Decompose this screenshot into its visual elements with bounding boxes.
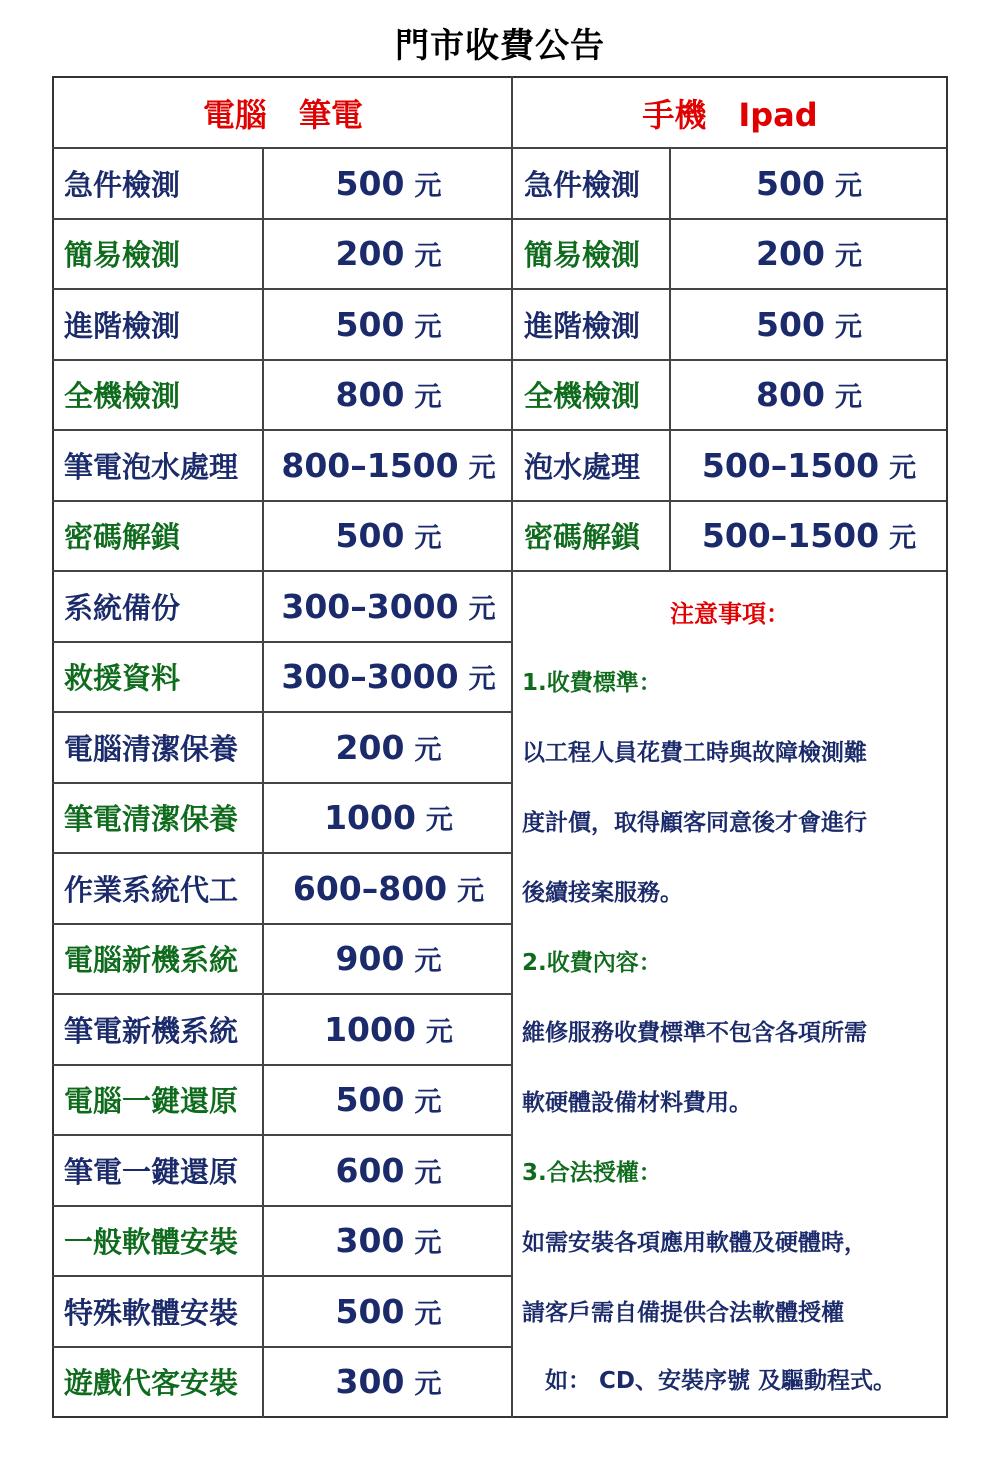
price-unit: 元 bbox=[425, 1016, 453, 1048]
pc-item-label: 一般軟體安裝 bbox=[64, 1225, 239, 1260]
price-unit: 元 bbox=[414, 311, 442, 343]
price-amount: 800–1500 bbox=[281, 445, 459, 485]
price-amount: 600 bbox=[335, 1150, 405, 1190]
row-divider bbox=[512, 359, 946, 361]
pc-item-label: 特殊軟體安裝 bbox=[64, 1295, 239, 1330]
price-unit: 元 bbox=[834, 382, 862, 414]
phone-header: 手機 Ipad bbox=[642, 96, 818, 134]
price-amount: 500 bbox=[756, 304, 825, 344]
price-unit: 元 bbox=[414, 382, 442, 414]
price-amount: 500 bbox=[335, 163, 405, 203]
pc-item-price bbox=[265, 1065, 512, 1136]
price-unit: 元 bbox=[414, 241, 442, 273]
row-divider bbox=[512, 500, 946, 502]
row-divider bbox=[52, 288, 512, 290]
price-amount: 1000 bbox=[324, 1009, 416, 1049]
pc-item-price bbox=[265, 1347, 512, 1418]
pc-item-price bbox=[265, 571, 512, 642]
row-divider bbox=[512, 570, 946, 572]
price-unit: 元 bbox=[889, 452, 917, 484]
price-amount: 500 bbox=[335, 1080, 405, 1120]
row-divider bbox=[52, 359, 512, 361]
pc-item-price bbox=[265, 1135, 512, 1206]
row-divider bbox=[52, 570, 512, 572]
price-unit: 元 bbox=[414, 946, 442, 978]
price-amount: 500 bbox=[335, 304, 405, 344]
notes-line: 軟硬體設備材料費用。 bbox=[522, 1090, 752, 1116]
phone-item-price bbox=[672, 501, 946, 572]
row-divider bbox=[52, 782, 512, 784]
pc-item-price bbox=[265, 994, 512, 1065]
notes-line: 後續接案服務。 bbox=[522, 880, 683, 906]
price-amount: 800 bbox=[335, 375, 405, 415]
pc-item-label: 系統備份 bbox=[64, 590, 181, 625]
pc-item-label: 遊戲代客安裝 bbox=[64, 1366, 239, 1401]
row-divider bbox=[52, 1205, 512, 1207]
row-divider bbox=[52, 1064, 512, 1066]
phone-item-label: 急件檢測 bbox=[524, 167, 641, 202]
pc-item-price bbox=[265, 783, 512, 854]
pc-item-price bbox=[265, 1276, 512, 1347]
phone-item-price bbox=[672, 148, 946, 219]
price-amount: 500 bbox=[756, 163, 825, 203]
price-unit: 元 bbox=[468, 664, 496, 696]
pc-item-price bbox=[265, 148, 512, 219]
price-unit: 元 bbox=[834, 311, 862, 343]
price-amount: 200 bbox=[756, 234, 825, 274]
pc-item-label: 作業系統代工 bbox=[64, 872, 239, 907]
row-divider bbox=[52, 923, 512, 925]
price-unit: 元 bbox=[468, 593, 496, 625]
pc-item-label: 電腦新機系統 bbox=[64, 943, 239, 978]
pc-item-label: 筆電泡水處理 bbox=[64, 449, 239, 484]
price-amount: 900 bbox=[335, 939, 405, 979]
phone-item-price bbox=[672, 219, 946, 290]
pc-item-price bbox=[265, 853, 512, 924]
pc-item-price bbox=[265, 712, 512, 783]
row-divider bbox=[512, 147, 946, 149]
row-divider bbox=[52, 1346, 512, 1348]
price-unit: 元 bbox=[834, 170, 862, 202]
price-unit: 元 bbox=[414, 523, 442, 555]
phone-item-price bbox=[672, 289, 946, 360]
notes-line: 度計價，取得顧客同意後才會進行 bbox=[522, 810, 867, 836]
price-amount: 300 bbox=[335, 1221, 405, 1261]
price-unit: 元 bbox=[414, 1228, 442, 1260]
pc-item-price bbox=[265, 642, 512, 713]
row-divider bbox=[512, 429, 946, 431]
price-amount: 600–800 bbox=[292, 868, 448, 908]
phone-item-price bbox=[672, 360, 946, 431]
notes-line: 以工程人員花費工時與故障檢測難 bbox=[522, 740, 867, 766]
pc-item-price bbox=[265, 1206, 512, 1277]
row-divider bbox=[52, 147, 512, 149]
page-title: 門市收費公告 bbox=[395, 26, 605, 66]
pc-item-price bbox=[265, 924, 512, 995]
pc-item-label: 密碼解鎖 bbox=[64, 520, 181, 555]
notes-line: 2.收費內容： bbox=[522, 950, 662, 976]
price-amount: 1000 bbox=[324, 798, 416, 838]
row-divider bbox=[52, 429, 512, 431]
pc-item-label: 救援資料 bbox=[64, 661, 181, 696]
phone-item-label: 進階檢測 bbox=[524, 308, 641, 343]
row-divider bbox=[52, 500, 512, 502]
pc-header: 電腦 筆電 bbox=[202, 96, 363, 134]
pc-item-price bbox=[265, 430, 512, 501]
phone-item-label: 簡易檢測 bbox=[524, 238, 641, 273]
pc-item-price bbox=[265, 219, 512, 290]
pc-item-label: 筆電一鍵還原 bbox=[64, 1154, 239, 1189]
phone-item-label: 全機檢測 bbox=[524, 379, 641, 414]
phone-item-price bbox=[672, 430, 946, 501]
price-amount: 300 bbox=[335, 1362, 405, 1402]
price-unit: 元 bbox=[414, 1298, 442, 1330]
price-unit: 元 bbox=[834, 241, 862, 273]
notes-line: 如： CD、安裝序號 及驅動程式。 bbox=[522, 1368, 896, 1394]
notes-line: 如需安裝各項應用軟體及硬體時， bbox=[522, 1230, 867, 1256]
price-unit: 元 bbox=[425, 805, 453, 837]
pc-item-price bbox=[265, 501, 512, 572]
pc-item-label: 進階檢測 bbox=[64, 308, 181, 343]
pc-item-label: 筆電新機系統 bbox=[64, 1013, 239, 1048]
price-unit: 元 bbox=[889, 523, 917, 555]
price-amount: 500–1500 bbox=[701, 516, 880, 556]
price-unit: 元 bbox=[468, 452, 496, 484]
column-divider bbox=[511, 76, 513, 1418]
row-divider bbox=[52, 711, 512, 713]
price-unit: 元 bbox=[414, 734, 442, 766]
pc-item-label: 急件檢測 bbox=[64, 167, 181, 202]
price-unit: 元 bbox=[457, 875, 485, 907]
row-divider bbox=[52, 641, 512, 643]
notes-line: 3.合法授權： bbox=[522, 1160, 662, 1186]
price-amount: 500 bbox=[335, 516, 405, 556]
pc-item-label: 全機檢測 bbox=[64, 379, 181, 414]
notes-line: 請客戶需自備提供合法軟體授權 bbox=[522, 1300, 844, 1326]
price-amount: 500 bbox=[335, 1291, 405, 1331]
row-divider bbox=[52, 852, 512, 854]
price-unit: 元 bbox=[414, 1369, 442, 1401]
price-amount: 800 bbox=[756, 375, 825, 415]
pc-item-price bbox=[265, 360, 512, 431]
pc-item-label: 電腦清潔保養 bbox=[64, 731, 239, 766]
column-divider bbox=[669, 148, 671, 571]
price-amount: 200 bbox=[335, 727, 405, 767]
notes-line: 1.收費標準： bbox=[522, 670, 662, 696]
price-amount: 200 bbox=[335, 234, 405, 274]
price-amount: 300–3000 bbox=[281, 657, 459, 697]
pc-item-label: 電腦一鍵還原 bbox=[64, 1084, 239, 1119]
price-unit: 元 bbox=[414, 1087, 442, 1119]
phone-item-label: 泡水處理 bbox=[524, 449, 641, 484]
row-divider bbox=[512, 218, 946, 220]
row-divider bbox=[52, 1134, 512, 1136]
price-unit: 元 bbox=[414, 1157, 442, 1189]
price-amount: 300–3000 bbox=[281, 586, 459, 626]
row-divider bbox=[52, 993, 512, 995]
price-amount: 500–1500 bbox=[701, 445, 880, 485]
price-unit: 元 bbox=[414, 170, 442, 202]
pc-item-label: 簡易檢測 bbox=[64, 238, 181, 273]
pc-item-label: 筆電清潔保養 bbox=[64, 802, 239, 837]
pc-item-price bbox=[265, 289, 512, 360]
row-divider bbox=[52, 218, 512, 220]
column-divider bbox=[262, 148, 264, 1418]
phone-item-label: 密碼解鎖 bbox=[524, 520, 641, 555]
row-divider bbox=[512, 288, 946, 290]
row-divider bbox=[52, 1275, 512, 1277]
notes-heading: 注意事項： bbox=[670, 600, 790, 628]
notes-line: 維修服務收費標準不包含各項所需 bbox=[522, 1020, 867, 1046]
